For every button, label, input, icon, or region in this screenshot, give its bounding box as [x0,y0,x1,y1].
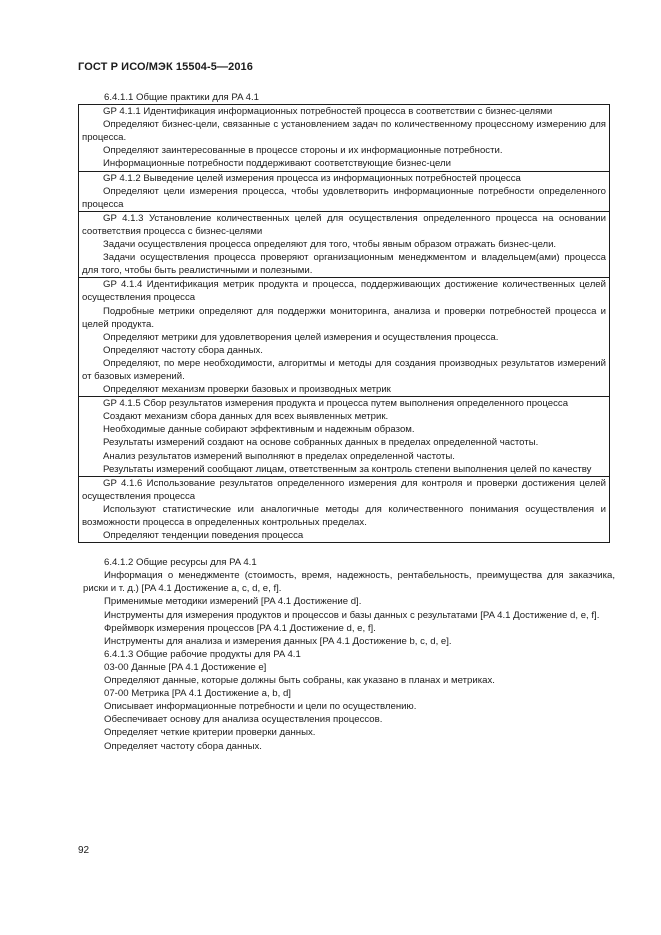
paragraph: Инструменты для измерения продуктов и процессов и базы данных с результатами [PA 4.1 Достижение d, e, f]. [104,609,600,621]
generic-practices-table [78,104,610,543]
gp-row [79,476,610,542]
section-heading-6-4-1-2: 6.4.1.2 Общие ресурсы для PA 4.1 [104,557,257,569]
paragraph: Определяет частоту сбора данных. [104,740,262,752]
paragraph: Фреймворк измерения процессов [PA 4.1 Достижение d, e, f]. [104,622,376,634]
paragraph: Описывает информационные потребности и цели по осуществлению. [104,701,417,713]
gp-line: Результаты измерений сообщают лицам, ответственным за контроль степени выполнения целей по качеству [103,463,592,475]
paragraph: Инструменты для анализа и измерения данных [PA 4.1 Достижение b, c, d, e]. [104,635,452,647]
gp-title: GP 4.1.3 Установление количественных целей для осуществления определенного процесса на основании соответствия процесса с бизнес-целями [82,212,606,237]
paragraph: Применимые методики измерений [PA 4.1 Достижение d]. [104,596,362,608]
gp-row [79,105,610,171]
paragraph: Обеспечивает основу для анализа осуществления процессов. [104,714,383,726]
gp-line: Подробные метрики определяют для поддержки мониторинга, анализа и проверки потребностей процесса и целей продукта. [82,305,606,330]
section-heading-6-4-1-3: 6.4.1.3 Общие рабочие продукты для PA 4.1 [104,648,301,660]
page-content [83,91,615,753]
gp-line: Задачи осуществления процесса проверяют организационным менеджментом и владельцем(ами) процесса для того, чтобы быть реалистичными и полезными. [82,252,606,277]
gp-cell [79,476,610,542]
gp-line: Результаты измерений создают на основе собранных данных в пределах определенной частоты. [103,437,539,449]
gp-cell [79,397,610,477]
paragraph: Определяет четкие критерии проверки данных. [104,727,316,739]
gp-cell [79,278,610,397]
document-header: ГОСТ Р ИСО/МЭК 15504-5—2016 [78,61,253,73]
gp-line: Задачи осуществления процесса определяют для того, чтобы явным образом отражать бизнес-цели. [103,239,557,251]
gp-row [79,211,610,277]
gp-line: Используют статистические или аналогичные методы для количественного понимания осуществления и возможности процесса в определенных контрольных пределах. [82,503,606,528]
gp-line: Определяют механизм проверки базовых и производных метрик [103,384,391,396]
gp-line: Информационные потребности поддерживают соответствующие бизнес-цели [103,158,451,170]
gp-title: GP 4.1.5 Сбор результатов измерения продукта и процесса путем выполнения определенного процесса [103,398,569,410]
gp-line: Создают механизм сбора данных для всех выявленных метрик. [103,411,389,423]
gp-line: Определяют метрики для удовлетворения целей измерения и осуществления процесса. [103,331,499,343]
gp-line: Определяют цели измерения процесса, чтобы удовлетворить информационные потребности определенного процесса [82,185,606,210]
gp-line: Определяют бизнес-цели, связанные с установлением задач по количественному процессному измерению для процесса. [82,119,606,144]
gp-cell [79,211,610,277]
gp-line: Определяют заинтересованные в процессе стороны и их информационные потребности. [103,145,503,157]
gp-line: Необходимые данные собирают эффективным и надежным образом. [103,424,415,436]
gp-title: GP 4.1.6 Использование результатов определенного измерения для контроля и проверки достижения целей осуществления процесса [82,477,606,502]
gp-line: Определяют частоту сбора данных. [103,344,263,356]
page-number: 92 [78,845,90,856]
paragraph: 07-00 Метрика [PA 4.1 Достижение a, b, d] [104,688,291,700]
gp-line: Определяют тенденции поведения процесса [103,530,304,542]
gp-line: Определяют, по мере необходимости, алгоритмы и методы для создания производных результатов измерений от базовых измерений. [82,357,606,382]
section-heading-6-4-1-1: 6.4.1.1 Общие практики для PA 4.1 [104,92,259,103]
gp-cell [79,171,610,211]
gp-line: Анализ результатов измерений выполняют в пределах определенной частоты. [103,450,455,462]
gp-cell [79,105,610,171]
paragraph: Определяют данные, которые должны быть собраны, как указано в планах и метриках. [104,675,495,687]
gp-title: GP 4.1.1 Идентификация информационных потребностей процесса в соответствии с бизнес-целями [103,106,553,118]
gp-title: GP 4.1.4 Идентификация метрик продукта и процесса, поддерживающих достижение количественных целей осуществления процесса [82,279,606,304]
paragraph: 03-00 Данные [PA 4.1 Достижение e] [104,661,267,673]
gp-row [79,397,610,477]
gp-title: GP 4.1.2 Выведение целей измерения процесса из информационных потребностей процесса [103,172,521,184]
gp-row [79,171,610,211]
paragraph: Информация о менеджменте (стоимость, время, надежность, рентабельность, преимущества для заказчика, риски и т. д.) [PA 4.1 Достижение a, c, d, e, f]. [83,570,615,595]
gp-row [79,278,610,397]
